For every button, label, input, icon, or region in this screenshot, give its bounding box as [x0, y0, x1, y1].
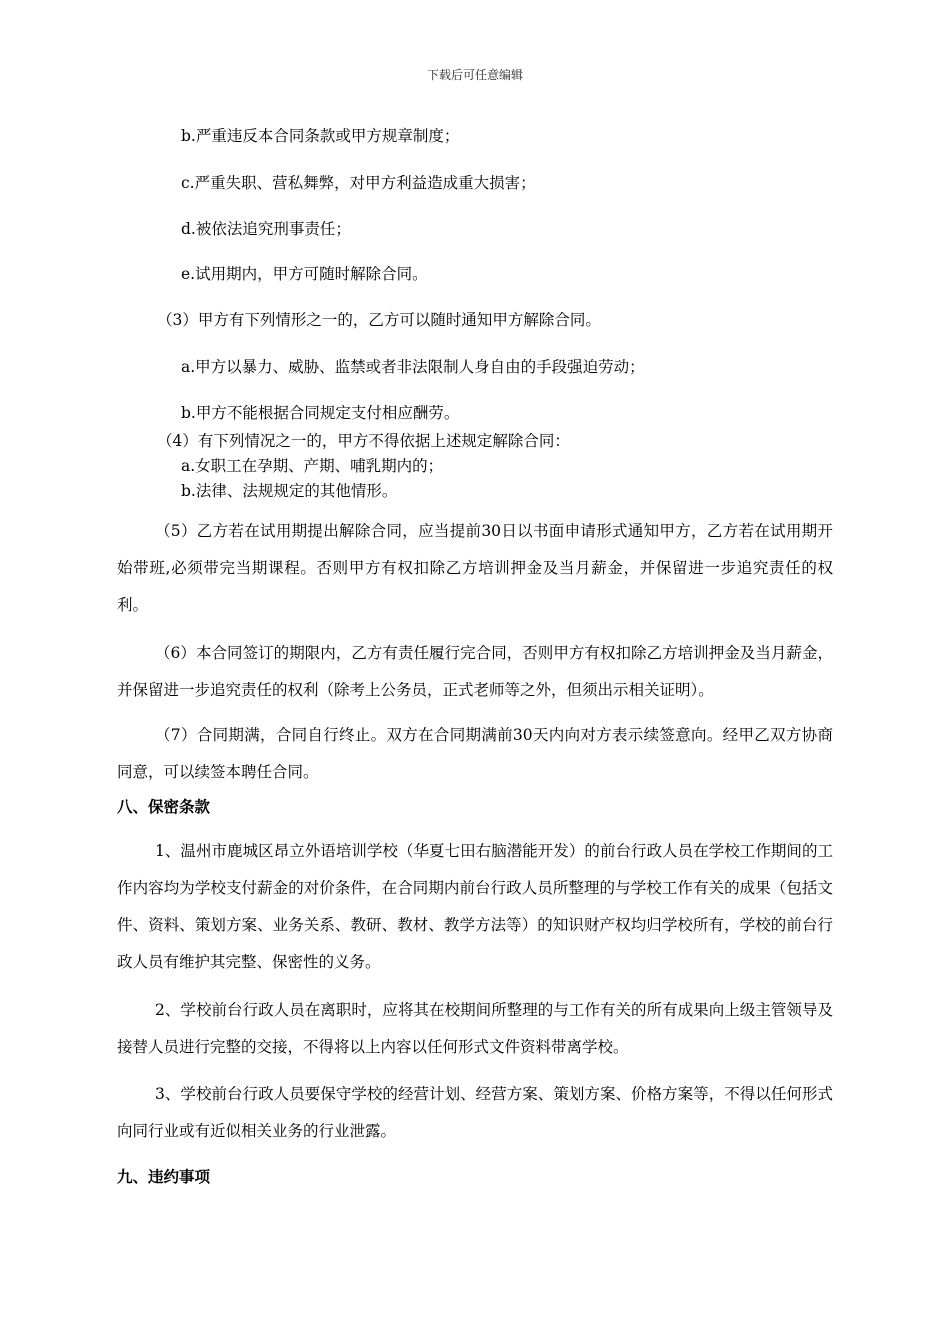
clause-5: （5）乙方若在试用期提出解除合同，应当提前30日以书面申请形式通知甲方，乙方若在试用期开始带班,必须带完当期课程。否则甲方有权扣除乙方培训押金及当月薪金，并保留进一步追究责任的权利。	[117, 522, 833, 614]
clause-3-item-b: b.甲方不能根据合同规定支付相应酬劳。	[181, 404, 460, 422]
header-note: 下载后可任意编辑	[426, 68, 523, 82]
clause-item-b: b.严重违反本合同条款或甲方规章制度；	[181, 127, 460, 145]
clause-3: （3）甲方有下列情形之一的，乙方可以随时通知甲方解除合同。	[157, 311, 601, 329]
clause-item-c: c.严重失职、营私舞弊，对甲方利益造成重大损害；	[181, 174, 536, 192]
confidentiality-clause-1: 1、温州市鹿城区昂立外语培训学校（华夏七田右脑潜能开发）的前台行政人员在学校工作期间的工作内容均为学校支付薪金的对价条件，在合同期内前台行政人员所整理的与学校工作有关的成果（包括文件、资料、策划方案、业务关系、教研、教材、教学方法等）的知识财产权均归学校所有，学校的前台行政人员有维护其完整、保密性的义务。	[117, 842, 833, 971]
clause-4-item-b: b.法律、法规规定的其他情形。	[181, 482, 398, 500]
clause-7: （7）合同期满，合同自行终止。双方在合同期满前30天内向对方表示续签意向。经甲乙双方协商同意，可以续签本聘任合同。	[117, 726, 833, 781]
clause-6: （6）本合同签订的期限内，乙方有责任履行完合同，否则甲方有权扣除乙方培训押金及当月薪金，并保留进一步追究责任的权利（除考上公务员，正式老师等之外，但须出示相关证明）。	[117, 644, 833, 699]
confidentiality-clause-2: 2、学校前台行政人员在离职时，应将其在校期间所整理的与工作有关的所有成果向上级主管领导及接替人员进行完整的交接，不得将以上内容以任何形式文件资料带离学校。	[117, 1001, 833, 1056]
section-8-heading: 八、保密条款	[117, 798, 211, 816]
clause-3-item-a: a.甲方以暴力、威胁、监禁或者非法限制人身自由的手段强迫劳动；	[181, 358, 645, 376]
confidentiality-clause-3: 3、学校前台行政人员要保守学校的经营计划、经营方案、策划方案、价格方案等，不得以任何形式向同行业或有近似相关业务的行业泄露。	[117, 1085, 833, 1140]
clause-item-d: d.被依法追究刑事责任；	[181, 220, 351, 238]
section-9-heading: 九、违约事项	[117, 1168, 211, 1186]
clause-4-item-a: a.女职工在孕期、产期、哺乳期内的；	[181, 457, 444, 475]
clause-item-e: e.试用期内，甲方可随时解除合同。	[181, 265, 428, 283]
clause-4: （4）有下列情况之一的，甲方不得依据上述规定解除合同：	[157, 432, 570, 450]
